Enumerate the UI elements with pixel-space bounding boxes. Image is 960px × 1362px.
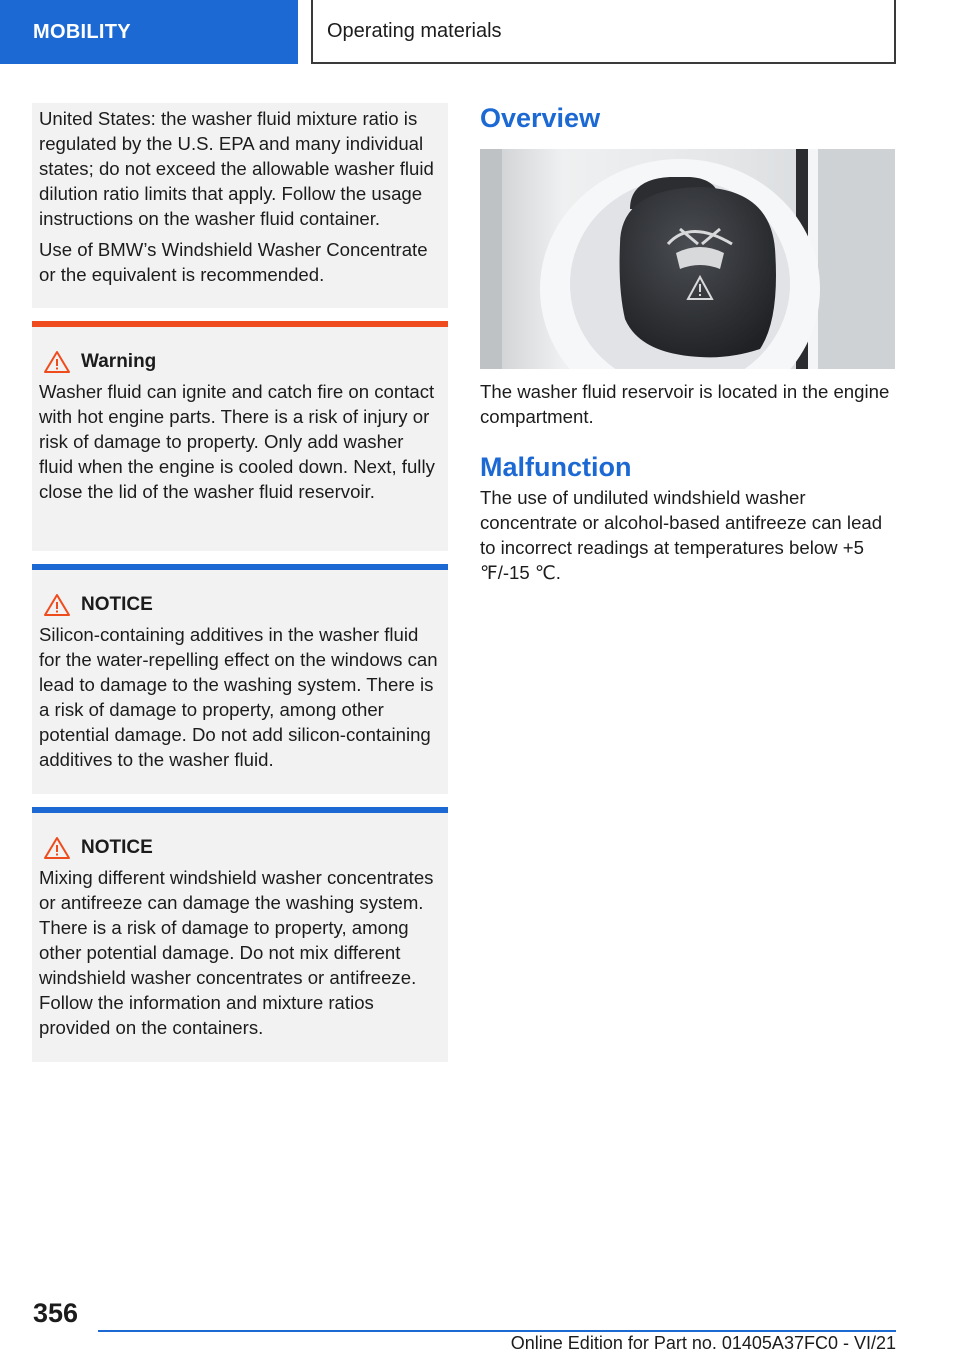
footer-edition: Online Edition for Part no. 01405A37FC0 - VI/21 [510, 1333, 896, 1353]
page-number: 356 [33, 1298, 79, 1328]
notice-box [32, 564, 448, 794]
overview-text: The washer fluid reservoir is located in the engine compartment. [480, 381, 890, 427]
notice-box [32, 807, 448, 1062]
right-column [480, 100, 896, 585]
notice-triangle-icon [43, 593, 71, 617]
warning-label: Warning [81, 351, 157, 372]
warning-triangle-icon [43, 350, 71, 374]
notice-label: NOTICE [81, 837, 153, 858]
left-column [32, 103, 448, 1075]
notice-header [39, 590, 442, 620]
footer-divider [98, 1330, 896, 1332]
malfunction-text: The use of undiluted windshield washer concentrate or alcohol-based antifreeze can lead to incorrect readings at temperatures below +5 ℉/-15 ℃. [480, 487, 883, 583]
malfunction-heading: Malfunction [480, 452, 632, 482]
notice-label: NOTICE [81, 594, 153, 615]
intro-info-box [32, 103, 448, 308]
warning-box [32, 321, 448, 551]
page-title: Operating materials [311, 0, 896, 64]
section-tab: MOBILITY [0, 0, 298, 64]
washer-fluid-cap-icon [480, 149, 895, 369]
intro-paragraph: Use of BMW’s Windshield Washer Concentrate or the equivalent is recommended. [39, 239, 428, 285]
warning-header [39, 347, 442, 377]
overview-heading: Overview [480, 103, 601, 133]
notice-text: Silicon-containing additives in the washer fluid for the water-repelling effect on the windows can lead to damage to the washing system. There is a risk of damage to property, among other potential damage. Do not add silicon-containing additives to the washer fluid. [39, 624, 438, 770]
notice-triangle-icon [43, 836, 71, 860]
notice-text: Mixing different windshield washer concentrates or antifreeze can damage the washing system. There is a risk of damage to property, among other potential damage. Do not mix different windshield washer concentrates or antifreeze. Follow the information and mixture ratios provided on the containers. [39, 867, 434, 1038]
intro-paragraph: United States: the washer fluid mixture ratio is regulated by the U.S. EPA and many individual states; do not exceed the allowable washer fluid dilution ratio limits that apply. Follow the usage instructions on the washer fluid container. [39, 108, 434, 229]
notice-header [39, 833, 442, 863]
warning-text: Washer fluid can ignite and catch fire on contact with hot engine parts. There is a risk of injury or risk of damage to property. Only add washer fluid when the engine is cooled down. Next, fully close the lid of the washer fluid reservoir. [39, 381, 435, 502]
